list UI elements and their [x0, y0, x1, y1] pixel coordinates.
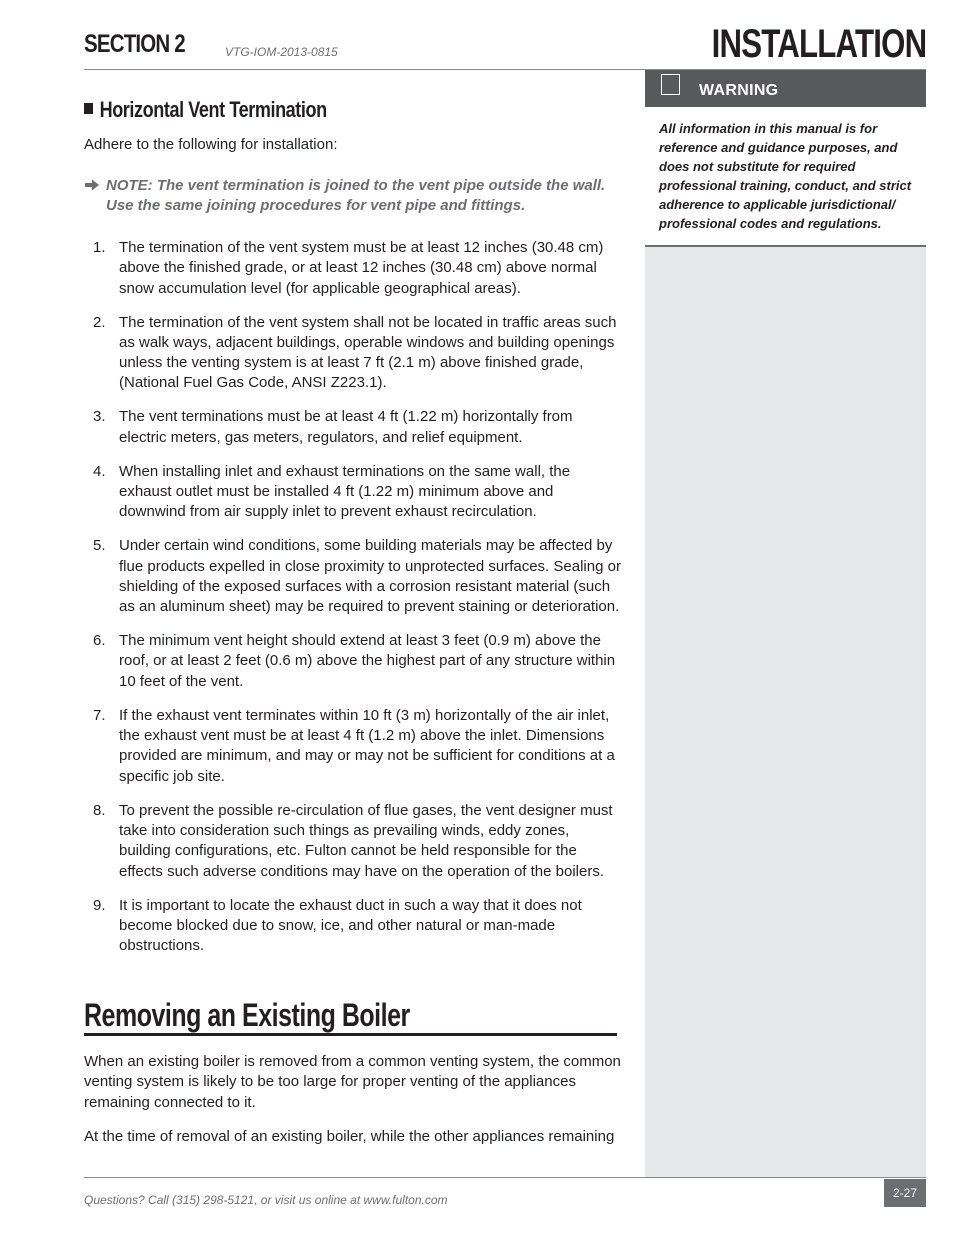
section-heading-horizontal-vent	[84, 97, 327, 123]
list-item	[84, 238, 624, 299]
page-number: 2-27	[884, 1179, 926, 1207]
step-text: The vent terminations must be at least 4 ft (1.22 m) horizontally from electric meters, gas meters, regulators, and relief equipment.	[119, 408, 573, 446]
list-item	[84, 896, 624, 957]
step-text: Under certain wind conditions, some building materials may be affected by flue products expelled in close proximity to unprotected surfaces. Sealing or shielding of the exposed surfaces with a corrosion resistant material (such as an aluminum sheet) may be required to prevent staining or deterioration.	[119, 537, 621, 616]
heading-text: Horizontal Vent Termination	[99, 97, 327, 122]
warning-checkbox-icon	[661, 74, 680, 95]
step-text: If the exhaust vent terminates within 10 ft (3 m) horizontally of the air inlet, the exhaust vent must be at least 4 ft (1.2 m) above the inlet. Dimensions provided are minimum, and may or may not be sufficient for conditions at a specific job site.	[119, 706, 615, 785]
document-code: VTG-IOM-2013-0815	[225, 45, 338, 59]
bullet-square-icon	[84, 103, 93, 114]
page-title: INSTALLATION	[711, 22, 926, 66]
warning-title: WARNING	[699, 82, 779, 99]
step-number: 6.	[93, 632, 106, 650]
step-text: The termination of the vent system shall not be located in traffic areas such as walk ways, adjacent buildings, operable windows and building openings unless the venting system is at least 7 ft (2.1 m) above finished grade, (National Fuel Gas Code, ANSI Z223.1).	[119, 313, 617, 392]
sidebar	[645, 70, 926, 1177]
installation-steps	[84, 238, 624, 970]
step-text: The minimum vent height should extend at least 3 feet (0.9 m) above the roof, or at least 2 feet (0.6 m) above the highest part of any structure within 10 feet of the vent.	[119, 632, 616, 690]
list-item	[84, 536, 624, 617]
warning-header	[645, 70, 926, 107]
list-item	[84, 631, 624, 692]
list-item	[84, 407, 624, 448]
step-text: To prevent the possible re-circulation of flue gases, the vent designer must take into consideration such things as prevailing winds, eddy zones, building configurations, etc. Fulton cannot be held responsible for the effects such adverse conditions may have on the operation of the boilers.	[119, 801, 613, 880]
step-number: 8.	[93, 801, 106, 819]
step-number: 5.	[93, 537, 106, 555]
warning-divider	[645, 245, 926, 247]
step-text: When installing inlet and exhaust terminations on the same wall, the exhaust outlet must be installed 4 ft (1.22 m) minimum above and downwind from air supply inlet to prevent exhaust recirculation.	[119, 462, 571, 521]
heading-underline	[84, 1033, 617, 1036]
step-text: It is important to locate the exhaust duct in such a way that it does not become blocked due to snow, ice, and other natural or man-made obstructions.	[119, 896, 582, 955]
footer-contact: Questions? Call (315) 298-5121, or visit us online at www.fulton.com	[84, 1193, 448, 1207]
paragraph: At the time of removal of an existing boiler, while the other appliances remaining	[84, 1128, 615, 1145]
warning-panel	[645, 107, 926, 245]
step-number: 1.	[93, 239, 106, 256]
footer-divider	[84, 1177, 926, 1178]
section-heading-removing-boiler: Removing an Existing Boiler	[84, 997, 410, 1033]
note-arrow-icon	[84, 178, 100, 192]
step-number: 9.	[93, 896, 106, 914]
step-number: 3.	[93, 408, 106, 426]
list-item	[84, 801, 624, 882]
intro-text: Adhere to the following for installation:	[84, 136, 338, 153]
step-number: 2.	[93, 313, 106, 331]
warning-text: All information in this manual is for reference and guidance purposes, and does not substitute for required professional training, conduct, and strict adherence to applicable jurisdictional/ professional codes and regulations.	[659, 121, 912, 231]
list-item	[84, 462, 624, 523]
step-text: The termination of the vent system must be at least 12 inches (30.48 cm) above the finished grade, or at least 12 inches (30.48 cm) above normal snow accumulation level (for applicable geographical areas).	[119, 239, 604, 297]
list-item	[84, 313, 624, 394]
step-number: 7.	[93, 706, 106, 724]
paragraph: When an existing boiler is removed from a common venting system, the common venting system is likely to be too large for proper venting of the appliances remaining connected to it.	[84, 1053, 621, 1111]
step-number: 4.	[93, 462, 106, 480]
note-text: NOTE: The vent termination is joined to the vent pipe outside the wall. Use the same joining procedures for vent pipe and fittings.	[106, 177, 606, 214]
list-item	[84, 706, 624, 787]
section-label: SECTION 2	[84, 30, 185, 58]
